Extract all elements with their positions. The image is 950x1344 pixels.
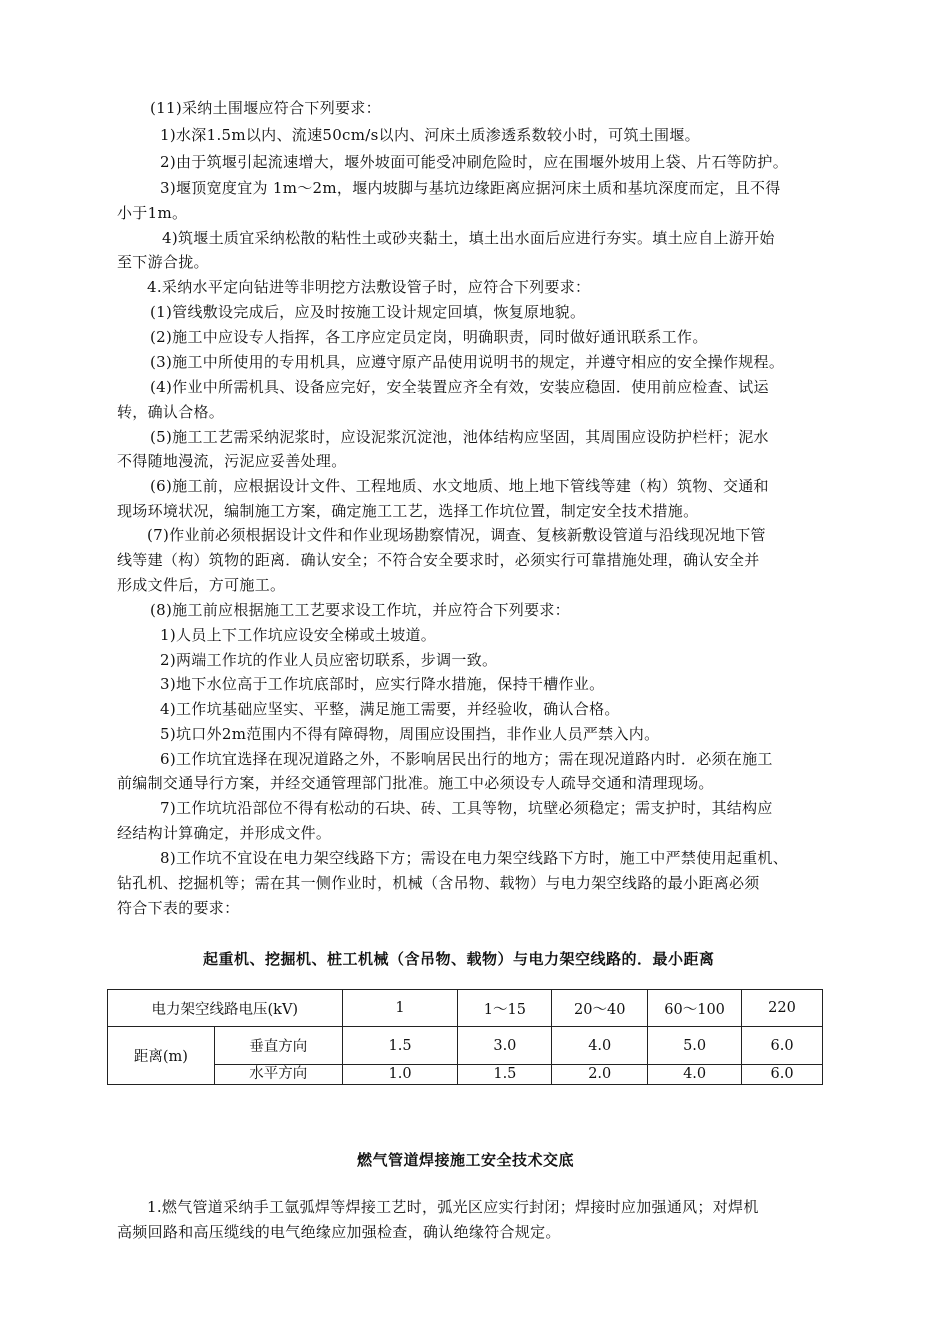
text-line: 4)工作坑基础应坚实、平整，满足施工需要，并经验收，确认合格。: [160, 700, 620, 718]
text-line: 7)工作坑坑沿部位不得有松动的石块、砖、工具等物，坑壁必须稳定；需支护时，其结构应: [160, 799, 773, 817]
text-line: 4)筑堰土质宜采纳松散的粘性土或砂夹黏土，填土出水面后应进行夯实。填土应自上游开始: [162, 229, 775, 247]
table-row: [108, 1065, 823, 1085]
table-cell: 2.0: [552, 1065, 648, 1085]
table-header-cell: 电力架空线路电压(kV): [108, 990, 343, 1027]
table-row-group-label: 距离(m): [108, 1027, 215, 1085]
text-line: 经结构计算确定，并形成文件。: [117, 824, 332, 842]
text-line: 1)人员上下工作坑应设安全梯或土坡道。: [160, 626, 437, 644]
text-line: 6)工作坑宜选择在现况道路之外，不影响居民出行的地方；需在现况道路内时．必须在施工: [160, 750, 773, 768]
table-cell: 6.0: [742, 1027, 823, 1065]
text-line: 前编制交通导行方案，并经交通管理部门批准。施工中必须设专人疏导交通和清理现场。: [117, 774, 714, 792]
text-line: 形成文件后，方可施工。: [117, 576, 286, 594]
text-line: (3)施工中所使用的专用机具，应遵守原产品使用说明书的规定，并遵守相应的安全操作规程。: [150, 353, 785, 371]
text-line: 5)坑口外2m范围内不得有障碍物，周围应设围挡，非作业人员严禁入内。: [160, 725, 660, 743]
table-caption: 起重机、挖掘机、桩工机械（含吊物、载物）与电力架空线路的．最小距离: [203, 950, 715, 968]
table-row: [108, 1027, 823, 1065]
text-line: (8)施工前应根据施工工艺要求设工作坑，并应符合下列要求：: [150, 601, 570, 619]
text-line: 8)工作坑不宜设在电力架空线路下方；需设在电力架空线路下方时，施工中严禁使用起重机、: [160, 849, 788, 867]
table-row-label: 垂直方向: [214, 1027, 342, 1065]
text-line: 3)堰顶宽度宜为 1m～2m，堰内坡脚与基坑边缘距离应据河床土质和基坑深度而定，且不得: [160, 179, 781, 197]
text-line: 不得随地漫流，污泥应妥善处理。: [117, 452, 347, 470]
table-cell: 1.5: [342, 1027, 458, 1065]
table-cell: 4.0: [648, 1065, 742, 1085]
table-cell: 3.0: [458, 1027, 552, 1065]
table-header-cell: 220: [742, 990, 823, 1027]
table-row: [108, 990, 823, 1027]
table-header-cell: 20～40: [552, 990, 648, 1027]
text-line: (2)施工中应设专人指挥，各工序应定员定岗，明确职责，同时做好通讯联系工作。: [150, 328, 708, 346]
text-line: 1)水深1.5m以内、流速50cm/s以内、河床土质渗透系数较小时，可筑土围堰。: [160, 126, 700, 144]
text-line: 小于1m。: [117, 204, 188, 222]
text-line: 转，确认合格。: [117, 403, 225, 421]
table-row-label: 水平方向: [214, 1065, 342, 1085]
table-cell: 1.5: [458, 1065, 552, 1085]
text-line: 3)地下水位高于工作坑底部时，应实行降水措施，保持干槽作业。: [160, 675, 605, 693]
text-line: 4.采纳水平定向钻进等非明挖方法敷设管子时，应符合下列要求：: [147, 278, 591, 296]
section-title: 燃气管道焊接施工安全技术交底: [357, 1151, 575, 1169]
table-header-cell: 1: [342, 990, 458, 1027]
text-line: 钻孔机、挖掘机等；需在其一侧作业时，机械（含吊物、载物）与电力架空线路的最小距离必须: [117, 874, 760, 892]
text-line: 2)两端工作坑的作业人员应密切联系，步调一致。: [160, 651, 498, 669]
text-line: (11)采纳土围堰应符合下列要求：: [150, 99, 381, 117]
table-cell: 4.0: [552, 1027, 648, 1065]
text-line: 至下游合拢。: [117, 253, 209, 271]
table-cell: 1.0: [342, 1065, 458, 1085]
distance-table: [107, 989, 823, 1085]
table-header-cell: 60～100: [648, 990, 742, 1027]
text-line: (7)作业前必须根据设计文件和作业现场勘察情况，调查、复核新敷设管道与沿线现况地下管: [147, 526, 766, 544]
table-cell: 5.0: [648, 1027, 742, 1065]
text-line: 线等建（构）筑物的距离．确认安全；不符合安全要求时，必须实行可靠措施处理，确认安全并: [117, 551, 760, 569]
text-line: (1)管线敷设完成后，应及时按施工设计规定回填，恢复原地貌。: [150, 303, 586, 321]
text-line: (6)施工前，应根据设计文件、工程地质、水文地质、地上地下管线等建（构）筑物、交通和: [150, 477, 769, 495]
text-line: 2)由于筑堰引起流速增大，堰外坡面可能受冲刷危险时，应在围堰外坡用上袋、片石等防护。: [160, 153, 788, 171]
text-line: 现场环境状况，编制施工方案，确定施工工艺，选择工作坑位置，制定安全技术措施。: [117, 502, 699, 520]
table-cell: 6.0: [742, 1065, 823, 1085]
text-line: 1.燃气管道采纳手工氩弧焊等焊接工艺时，弧光区应实行封闭；焊接时应加强通风；对焊机: [147, 1198, 759, 1216]
text-line: 高频回路和高压缆线的电气绝缘应加强检查，确认绝缘符合规定。: [117, 1223, 561, 1241]
text-line: 符合下表的要求：: [117, 899, 240, 917]
text-line: (4)作业中所需机具、设备应完好，安全装置应齐全有效，安装应稳固．使用前应检查、试运: [150, 378, 769, 396]
text-line: (5)施工工艺需采纳泥浆时，应设泥浆沉淀池，池体结构应坚固，其周围应设防护栏杆；泥水: [150, 428, 769, 446]
table-header-cell: 1～15: [458, 990, 552, 1027]
